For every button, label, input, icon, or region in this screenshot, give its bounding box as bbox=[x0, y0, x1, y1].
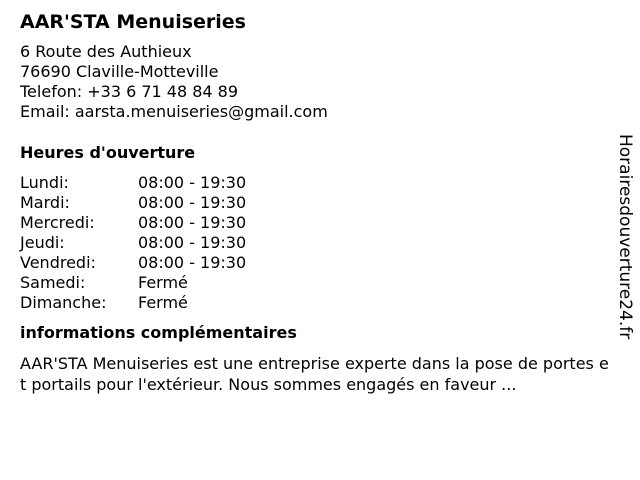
day-label: Lundi: bbox=[20, 173, 69, 192]
day-label: Jeudi: bbox=[20, 233, 65, 252]
hours-title: Heures d'ouverture bbox=[20, 143, 196, 162]
day-label: Mercredi: bbox=[20, 213, 95, 232]
extra-info-title: informations complémentaires bbox=[20, 323, 297, 342]
day-label: Dimanche: bbox=[20, 293, 107, 312]
hours-row-tuesday bbox=[20, 193, 600, 213]
watermark-text: Horairesdouverture24.fr bbox=[615, 134, 635, 340]
hours-row-wednesday bbox=[20, 213, 600, 233]
hours-row-sunday bbox=[20, 293, 600, 313]
time-value: 08:00 - 19:30 bbox=[138, 173, 247, 192]
time-value: 08:00 - 19:30 bbox=[138, 233, 247, 252]
business-description: AAR'STA Menuiseries est une entreprise experte dans la pose de portes et portails pour l'extérieur. Nous sommes engagés en faveur ... bbox=[20, 354, 609, 394]
hours-row-thursday bbox=[20, 233, 600, 253]
business-card bbox=[20, 10, 609, 395]
phone-line: Telefon: +33 6 71 48 84 89 bbox=[20, 82, 239, 101]
hours-row-saturday bbox=[20, 273, 600, 293]
street-address: 6 Route des Authieux bbox=[20, 42, 192, 61]
city-line: 76690 Claville-Motteville bbox=[20, 62, 219, 81]
time-value: 08:00 - 19:30 bbox=[138, 193, 247, 212]
business-name: AAR'STA Menuiseries bbox=[20, 11, 246, 33]
time-value: Fermé bbox=[138, 293, 188, 312]
email-line: Email: aarsta.menuiseries@gmail.com bbox=[20, 102, 328, 121]
time-value: 08:00 - 19:30 bbox=[138, 253, 247, 272]
day-label: Vendredi: bbox=[20, 253, 96, 272]
hours-row-monday bbox=[20, 173, 600, 193]
day-label: Samedi: bbox=[20, 273, 86, 292]
day-label: Mardi: bbox=[20, 193, 70, 212]
time-value: 08:00 - 19:30 bbox=[138, 213, 247, 232]
hours-table bbox=[20, 173, 600, 313]
hours-row-friday bbox=[20, 253, 600, 273]
time-value: Fermé bbox=[138, 273, 188, 292]
